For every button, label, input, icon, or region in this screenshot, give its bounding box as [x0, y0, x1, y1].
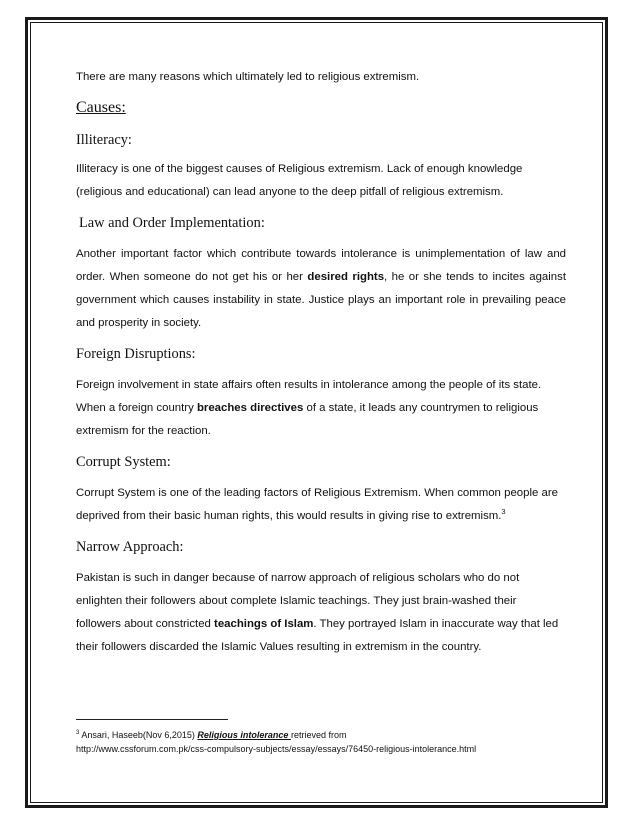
footnote-line-1	[76, 728, 556, 742]
law-line-2-text-b: , he or she tends to incites against	[384, 271, 566, 283]
narrow-line-2: enlighten their followers about complete Islamic teachings. They just brain-washed their	[76, 595, 517, 607]
footnote-retrieved: retrieved from	[290, 730, 347, 740]
narrow-line-1: Pakistan is such in danger because of narrow approach of religious scholars who do not	[76, 572, 520, 584]
law-order-paragraph	[76, 243, 566, 335]
intro-sentence: There are many reasons which ultimately led to religious extremism.	[76, 71, 420, 83]
breaches-directives-bold: breaches directives	[196, 402, 304, 414]
teachings-of-islam-bold: teachings of Islam	[214, 618, 314, 630]
footnote	[76, 728, 556, 756]
foreign-paragraph	[76, 374, 566, 443]
foreign-line-2-text-a: When a foreign country	[76, 402, 197, 414]
narrow-paragraph	[76, 567, 566, 659]
foreign-heading: Foreign Disruptions:	[76, 346, 196, 362]
illiteracy-line-1: Illiteracy is one of the biggest causes of Religious extremism. Lack of enough knowledge	[76, 163, 523, 175]
footnote-ref-3[interactable]: 3	[501, 507, 506, 517]
illiteracy-paragraph	[76, 158, 566, 204]
footnote-separator	[76, 719, 228, 720]
corrupt-line-1: Corrupt System is one of the leading factors of Religious Extremism. When common people are	[76, 487, 558, 499]
footnote-url[interactable]: http://www.cssforum.com.pk/css-compulsory-subjects/essay/essays/76450-religious-intolerance.html	[76, 744, 477, 754]
document-body	[76, 70, 566, 659]
footnote-author: Ansari, Haseeb(Nov 6,2015)	[79, 730, 198, 740]
illiteracy-heading: Illiteracy:	[76, 132, 132, 148]
law-order-heading: Law and Order Implementation:	[79, 215, 265, 231]
corrupt-heading: Corrupt System:	[76, 454, 171, 470]
narrow-line-4: their followers discarded the Islamic Values resulting in extremism in the country.	[76, 641, 482, 653]
desired-rights-bold: desired rights	[307, 271, 385, 283]
corrupt-line-2	[76, 505, 558, 528]
narrow-heading: Narrow Approach:	[76, 539, 184, 555]
foreign-line-1: Foreign involvement in state affairs often results in intolerance among the people of its state.	[76, 379, 542, 391]
narrow-line-3-text-a: followers about constricted	[76, 618, 215, 630]
corrupt-paragraph	[76, 482, 558, 528]
law-line-1: Another important factor which contribute towards intolerance is unimplementation of law and	[76, 248, 566, 260]
law-line-2	[76, 266, 566, 289]
law-line-4: and prosperity in society.	[76, 317, 202, 329]
foreign-line-2-text-b: of a state, it leads any countrymen to religious	[303, 402, 539, 414]
foreign-line-2	[76, 397, 566, 420]
narrow-line-3-text-b: . They portrayed Islam in inaccurate way that led	[313, 618, 559, 630]
causes-heading: Causes:	[76, 99, 126, 116]
illiteracy-line-2: (religious and educational) can lead anyone to the deep pitfall of religious extremism.	[76, 186, 504, 198]
corrupt-line-2-text: deprived from their basic human rights, this would results in giving rise to extremism.	[76, 510, 502, 522]
law-line-2-text-a: order. When someone do not get his or her	[76, 271, 308, 283]
footnote-title: Religious intolerance	[197, 730, 291, 740]
footnote-marker: 3	[76, 730, 80, 736]
narrow-line-3	[76, 613, 566, 636]
foreign-line-3: extremism for the reaction.	[76, 425, 211, 437]
law-line-3: government which causes instability in state. Justice plays an important role in prevailing peace	[76, 294, 566, 306]
